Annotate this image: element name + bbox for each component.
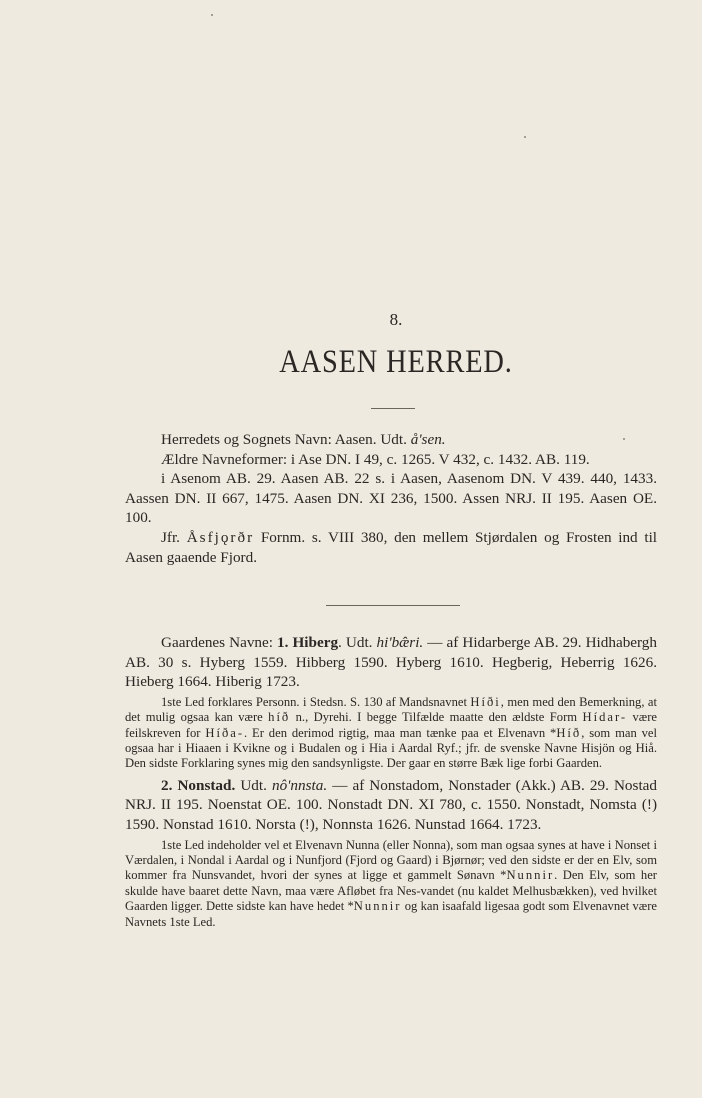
chapter-number: 8. <box>389 310 403 329</box>
paper-speck <box>524 136 526 138</box>
farm-1-name: Hiberg <box>292 634 339 651</box>
paper-speck <box>211 14 213 16</box>
farm-1-entry: Gaardenes Navne: 1. Hiberg. Udt. hi'bæ̂ri. — af Hidarberge AB. 29. Hidhabergh AB. 30 s. Hyberg 1559. Hibberg 1590. Hyberg 1610. Hegberig, Heberrig 1626. Hieberg 1664. Hiberig 1723. <box>125 634 657 691</box>
farm-2-entry: 2. Nonstad. Udt. nô'nnsta. — af Nonstadom, Nonstader (Akk.) AB. 29. Nostad NRJ. II 195. Noenstat OE. 100. Nonstadt DN. XI 780, c. 1550. Nonstadt, Nomsta (!) 1590. Nonstad 1610. Norsta (!), Nonnsta 1626. Nunstad 1664. 1723. <box>125 776 657 833</box>
older-forms-list: i Asenom AB. 29. Aasen AB. 22 s. i Aasen, Aasenom DN. V 439. 440, 1433. Aassen DN. II 667, 1475. Aasen DN. XI 236, 1500. Assen NRJ. II 195. Aasen OE. 100. <box>125 470 657 527</box>
title-divider <box>371 408 415 409</box>
paper-speck <box>623 438 625 440</box>
farm-2-note: 1ste Led indeholder vel et Elvenavn Nunna (eller Nonna), som man ogsaa synes at have i Nonset i Værdalen, i Nondal i Aardal og i Nunfjord (Fjord og Gaard) i Bjørnør; ved den sidste er der en Elv, som kommer fra Nunsvandet, hvori der synes at ligge et gammelt Sønavn *Nunnir. Den Elv, som her skulde have baaret dette Navn, maa være Afløbet fra Nes-vandet (nu kaldet Melhusbækken), ved hvilket Gaarden ligger. Dette sidste kan have hedet *Nunnir og kan isaafald ligesaa godt som Elvenavnet være Navnets 1ste Led. <box>125 837 657 929</box>
comparison-note: Jfr. Åsfjǫrðr Fornm. s. VIII 380, den mellem Stjørdalen og Frosten ind til Aasen gaaende Fjord. <box>125 528 658 566</box>
farm-2-pronunciation: nô'nnsta. <box>271 776 328 794</box>
pronunciation: å'sen. <box>410 431 446 448</box>
farm-2-name: Nonstad. <box>177 776 236 794</box>
older-forms-line: Ældre Navneformer: i Ase DN. I 49, c. 1265. V 432, c. 1432. AB. 119. <box>161 450 590 468</box>
herred-name-line: Herredets og Sognets Navn: Aasen. Udt. å'sen. <box>161 431 446 448</box>
farm-1-pronunciation: hi'bæ̂ri. <box>376 634 424 651</box>
section-divider <box>326 605 460 606</box>
chapter-title: AASEN HERRED. <box>279 344 513 380</box>
farm-section <box>125 633 657 930</box>
farm-1-note: 1ste Led forklares Personn. i Stedsn. S. 130 af Mandsnavnet Híði, men med den Bemerkning, at det mulig ogsaa kan være híð n., Dyrehi. I begge Tilfælde maatte den ældste Form Hídar- være feilskreven for Híða-. Er den derimod rigtig, maa man tænke paa et Elvenavn *Híð, som man vel ogsaa har i Hiaaen i Kvikne og i Budalen og i Hia i Aardal Ryf.; jfr. de svenske Navne Hisjön og Hiå. Den sidste Forklaring synes mig den sandsynligste. Der gaar en større Bæk lige forbi Gaarden. <box>125 694 658 771</box>
herred-section <box>125 430 657 567</box>
